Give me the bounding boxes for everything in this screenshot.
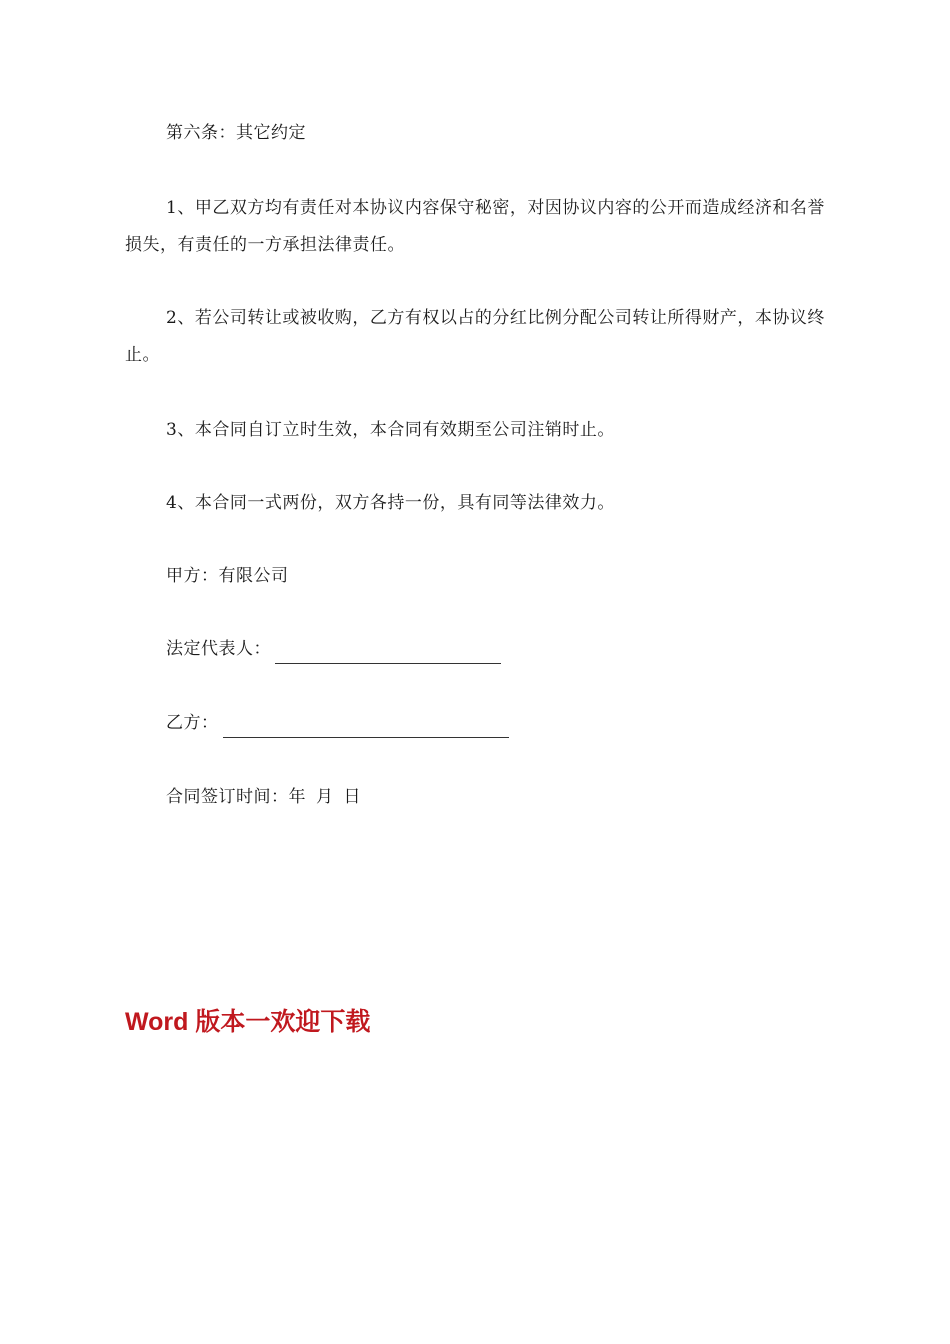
clause-2: 2、若公司转让或被收购，乙方有权以占的分红比例分配公司转让所得财产，本协议终止。: [125, 308, 825, 365]
party-a-line: 甲方：有限公司: [166, 566, 289, 586]
download-banner: Word 版本一欢迎下载: [125, 1008, 371, 1036]
sign-date-label: 合同签订时间：: [166, 787, 289, 807]
sign-date-line: [166, 782, 371, 812]
section-heading: 第六条：其它约定: [166, 123, 306, 143]
legal-rep-line: [166, 634, 501, 664]
party-b-signature-blank: [223, 719, 509, 738]
party-b-label: 乙方：: [166, 713, 219, 733]
date-month: 月: [316, 787, 334, 807]
clause-3: 3、本合同自订立时生效，本合同有效期至公司注销时止。: [166, 420, 615, 440]
date-year: 年: [288, 787, 306, 807]
clause-1: 1、甲乙双方均有责任对本协议内容保守秘密，对因协议内容的公开而造成经济和名誉损失，有责任的一方承担法律责任。: [125, 198, 825, 255]
date-day: 日: [343, 787, 361, 807]
party-b-line: [166, 708, 509, 738]
legal-rep-signature-blank: [275, 645, 501, 664]
legal-rep-label: 法定代表人：: [166, 639, 271, 659]
clause-4: 4、本合同一式两份，双方各持一份，具有同等法律效力。: [166, 493, 615, 513]
